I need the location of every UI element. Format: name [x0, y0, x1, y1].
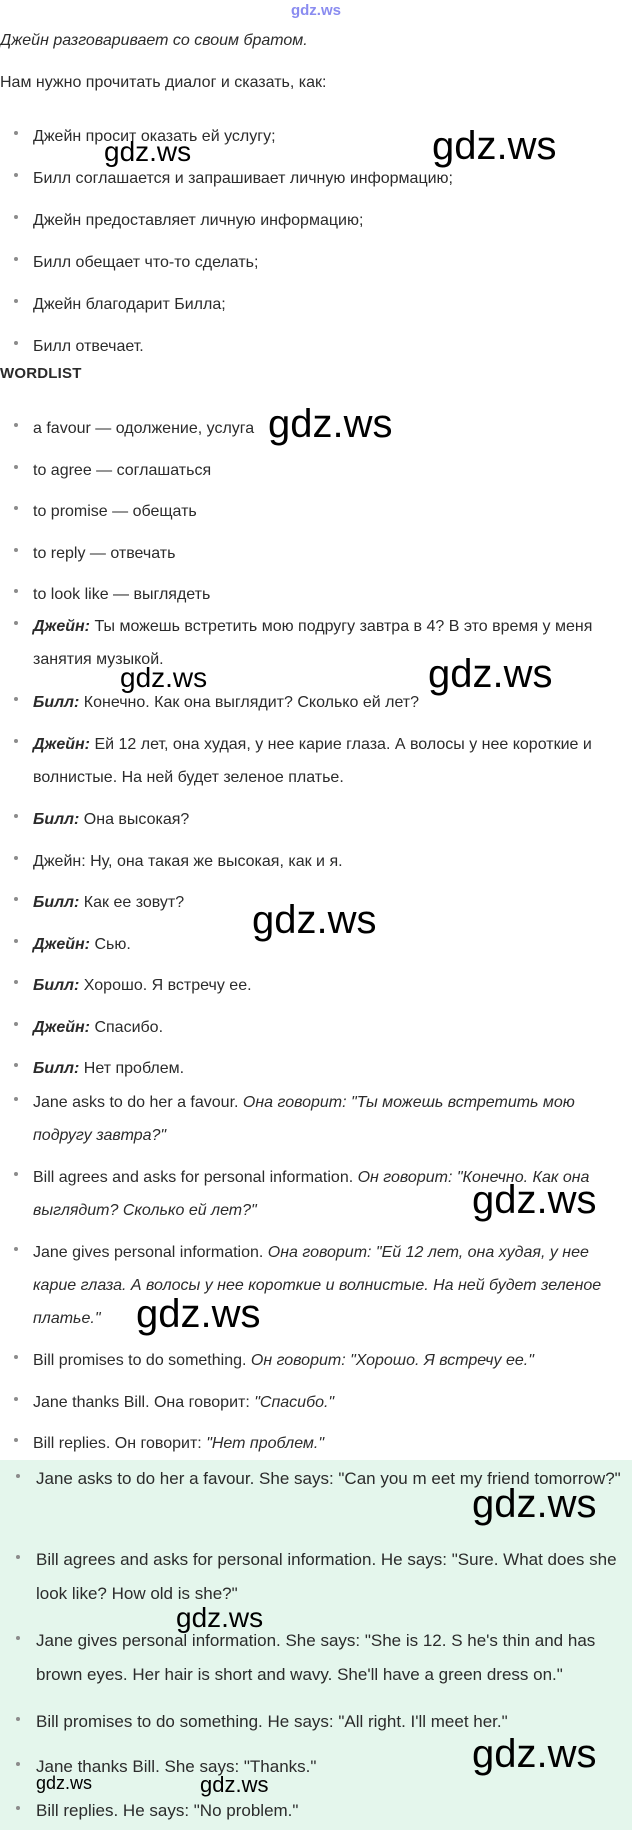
bullet-icon: [14, 1172, 18, 1176]
bullet-icon: [14, 299, 18, 303]
bullet-icon: [14, 856, 18, 860]
bullet-icon: [14, 1397, 18, 1401]
watermark: gdz.ws: [176, 1602, 264, 1633]
bullet-icon: [14, 939, 18, 943]
bullet-icon: [14, 1438, 18, 1442]
bullet-icon: [14, 465, 18, 469]
watermark: gdz.ws: [36, 1773, 93, 1793]
bullet-icon: [16, 1636, 20, 1640]
watermark: gdz.ws: [136, 1292, 261, 1336]
bullet-icon: [14, 1063, 18, 1067]
bullet-icon: [16, 1474, 20, 1478]
watermark: gdz.ws: [252, 898, 377, 942]
watermark: gdz.ws: [472, 1178, 597, 1222]
watermark: gdz.ws: [104, 136, 192, 167]
bullet-icon: [14, 621, 18, 625]
bullet-icon: [16, 1717, 20, 1721]
intro-text: Джейн разговаривает со своим братом.: [0, 32, 308, 49]
bullet-icon: [14, 548, 18, 552]
bullet-icon: [14, 739, 18, 743]
bullet-icon: [14, 131, 18, 135]
bullet-icon: [16, 1762, 20, 1766]
watermark: gdz.ws: [432, 124, 557, 168]
watermark: gdz.ws: [428, 652, 553, 696]
header-watermark: gdz.ws: [290, 2, 341, 19]
bullet-icon: [14, 1355, 18, 1359]
bullet-icon: [14, 1247, 18, 1251]
bullet-icon: [14, 897, 18, 901]
bullet-icon: [14, 697, 18, 701]
bullet-icon: [14, 506, 18, 510]
bullet-icon: [14, 1097, 18, 1101]
watermark: gdz.ws: [120, 662, 208, 693]
wordlist-heading: WORDLIST: [0, 365, 82, 382]
task-text: Нам нужно прочитать диалог и сказать, как:: [0, 74, 327, 91]
bullet-icon: [14, 589, 18, 593]
bullet-icon: [14, 257, 18, 261]
bullet-icon: [14, 423, 18, 427]
bullet-icon: [14, 173, 18, 177]
bullet-icon: [14, 1022, 18, 1026]
watermark: gdz.ws: [472, 1732, 597, 1776]
watermark: gdz.ws: [268, 402, 393, 446]
bullet-icon: [14, 980, 18, 984]
bullet-icon: [16, 1806, 20, 1810]
watermark: gdz.ws: [472, 1482, 597, 1526]
watermark: gdz.ws: [200, 1772, 269, 1797]
bullet-icon: [14, 215, 18, 219]
bullet-icon: [16, 1555, 20, 1559]
bullet-icon: [14, 341, 18, 345]
bullet-icon: [14, 814, 18, 818]
